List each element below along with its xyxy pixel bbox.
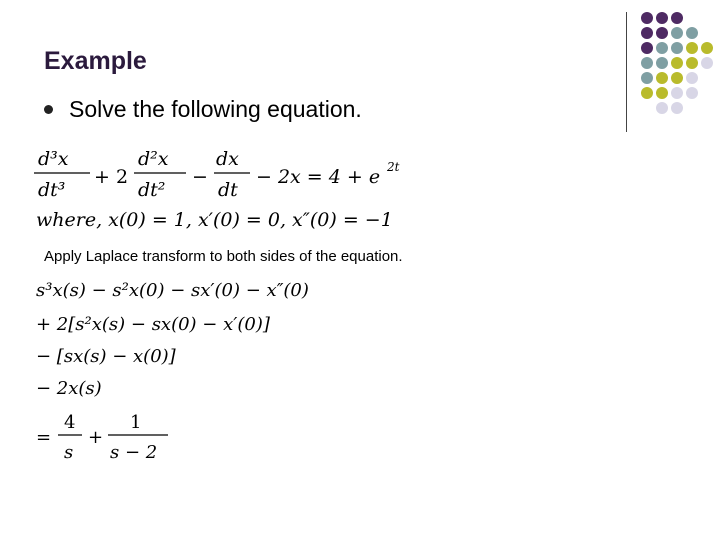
laplace-equals: =	[36, 427, 52, 448]
frac1-numerator: d³x	[38, 148, 69, 170]
laplace-frac1-denominator: s	[64, 442, 74, 463]
laplace-plus: +	[88, 427, 104, 448]
laplace-frac1-numerator: 4	[64, 412, 76, 433]
laplace-frac2-denominator: s − 2	[110, 442, 158, 463]
laplace-frac2-numerator: 1	[130, 412, 142, 433]
bullet-text: Solve the following equation.	[69, 96, 362, 122]
plus-two: + 2	[94, 166, 129, 188]
frac2-denominator: dt²	[138, 179, 166, 201]
laplace-line-1: s³x(s) − s²x(0) − sx′(0) − x″(0)	[36, 280, 309, 301]
frac1-denominator: dt³	[38, 179, 66, 201]
frac3-denominator: dt	[218, 179, 238, 201]
instruction-text: Apply Laplace transform to both sides of the equation.	[44, 248, 403, 265]
frac2-numerator: d²x	[138, 148, 169, 170]
frac3-numerator: dx	[216, 148, 239, 170]
laplace-line-4: − 2x(s)	[36, 378, 102, 399]
initial-conditions: where, x(0) = 1, x′(0) = 0, x″(0) = −1	[36, 209, 393, 231]
laplace-line-3: − [sx(s) − x(0)]	[36, 346, 176, 367]
minus-sign: −	[192, 166, 208, 188]
rhs-exponent: 2t	[387, 160, 400, 174]
laplace-line-2: + 2[s²x(s) − sx(0) − x′(0)]	[36, 314, 270, 335]
slide-title: Example	[44, 47, 147, 75]
rhs-expression: − 2x = 4 + e	[256, 166, 381, 188]
